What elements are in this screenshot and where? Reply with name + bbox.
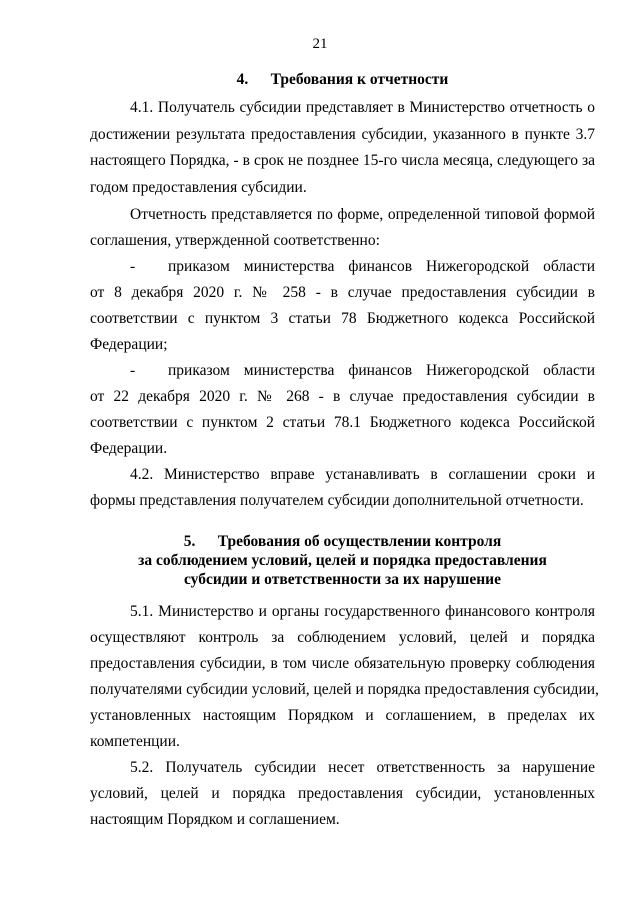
item2-line-3: соответствии с пунктом 2 статьи 78.1 Бюджетного кодекса Российской: [90, 414, 595, 431]
p41-line-3: настоящего Порядка, - в срок не позднее 15-го числа месяца, следующего за: [90, 152, 595, 169]
item2-dash: -: [130, 362, 136, 379]
item1-line-4: Федерации;: [90, 336, 168, 353]
form-line-1: Отчетность представляется по форме, определенной типовой формой: [130, 206, 595, 223]
section-5-number: 5.: [183, 533, 196, 550]
p42-line-1: 4.2. Министерство вправе устанавливать в соглашении сроки и: [130, 466, 595, 483]
form-line-2: соглашения, утвержденной соответственно:: [90, 232, 380, 249]
p41-line-4: годом предоставления субсидии.: [90, 179, 307, 196]
item2-line-2: от 22 декабря 2020 г. № 268 - в случае предоставления субсидии в: [90, 388, 595, 405]
item1-dash: -: [130, 258, 136, 275]
item2-line-1: приказом министерства финансов Нижегородской области: [168, 362, 595, 379]
section-5-heading: [90, 532, 595, 552]
p52-line-3: настоящим Порядком и соглашением.: [90, 811, 340, 828]
section-5-title-line-1: Требования об осуществлении контроля: [217, 533, 502, 550]
p52-line-1: 5.2. Получатель субсидии несет ответственность за нарушение: [130, 759, 595, 776]
section-5-title-line-2: за соблюдением условий, целей и порядка предоставления: [138, 552, 547, 569]
p41-line-1: 4.1. Получатель субсидии представляет в Министерство отчетность о: [130, 99, 595, 116]
p52-line-2: условий, целей и порядка предоставления субсидии, установленных: [90, 785, 595, 802]
p51-line-2: осуществляют контроль за соблюдением условий, целей и порядка: [90, 629, 595, 646]
item1-line-3: соответствии с пунктом 3 статьи 78 Бюджетного кодекса Российской: [90, 310, 595, 327]
item1-line-1: приказом министерства финансов Нижегородской области: [168, 258, 595, 275]
section-4-heading: [90, 70, 595, 90]
p41-line-2: достижении результата предоставления субсидии, указанного в пункте 3.7: [90, 126, 595, 143]
item2-line-4: Федерации.: [90, 440, 168, 457]
section-4-title: Требования к отчетности: [270, 71, 449, 88]
p51-line-4: получателями субсидии условий, целей и порядка предоставления субсидии,: [90, 681, 599, 698]
p51-line-1: 5.1. Министерство и органы государственного финансового контроля: [130, 603, 595, 620]
item1-line-2: от 8 декабря 2020 г. № 258 - в случае предоставления субсидии в: [90, 284, 595, 301]
section-4-number: 4.: [236, 71, 249, 88]
p51-line-3: предоставления субсидии, в том числе обязательную проверку соблюдения: [90, 655, 595, 672]
p42-line-2: формы представления получателем субсидии дополнительной отчетности.: [90, 492, 584, 509]
p51-line-6: компетенции.: [90, 733, 180, 750]
p51-line-5: установленных настоящим Порядком и соглашением, в пределах их: [90, 707, 595, 724]
page-number: 21: [312, 36, 328, 52]
section-5-title-line-3: субсидии и ответственности за их нарушение: [184, 571, 501, 588]
